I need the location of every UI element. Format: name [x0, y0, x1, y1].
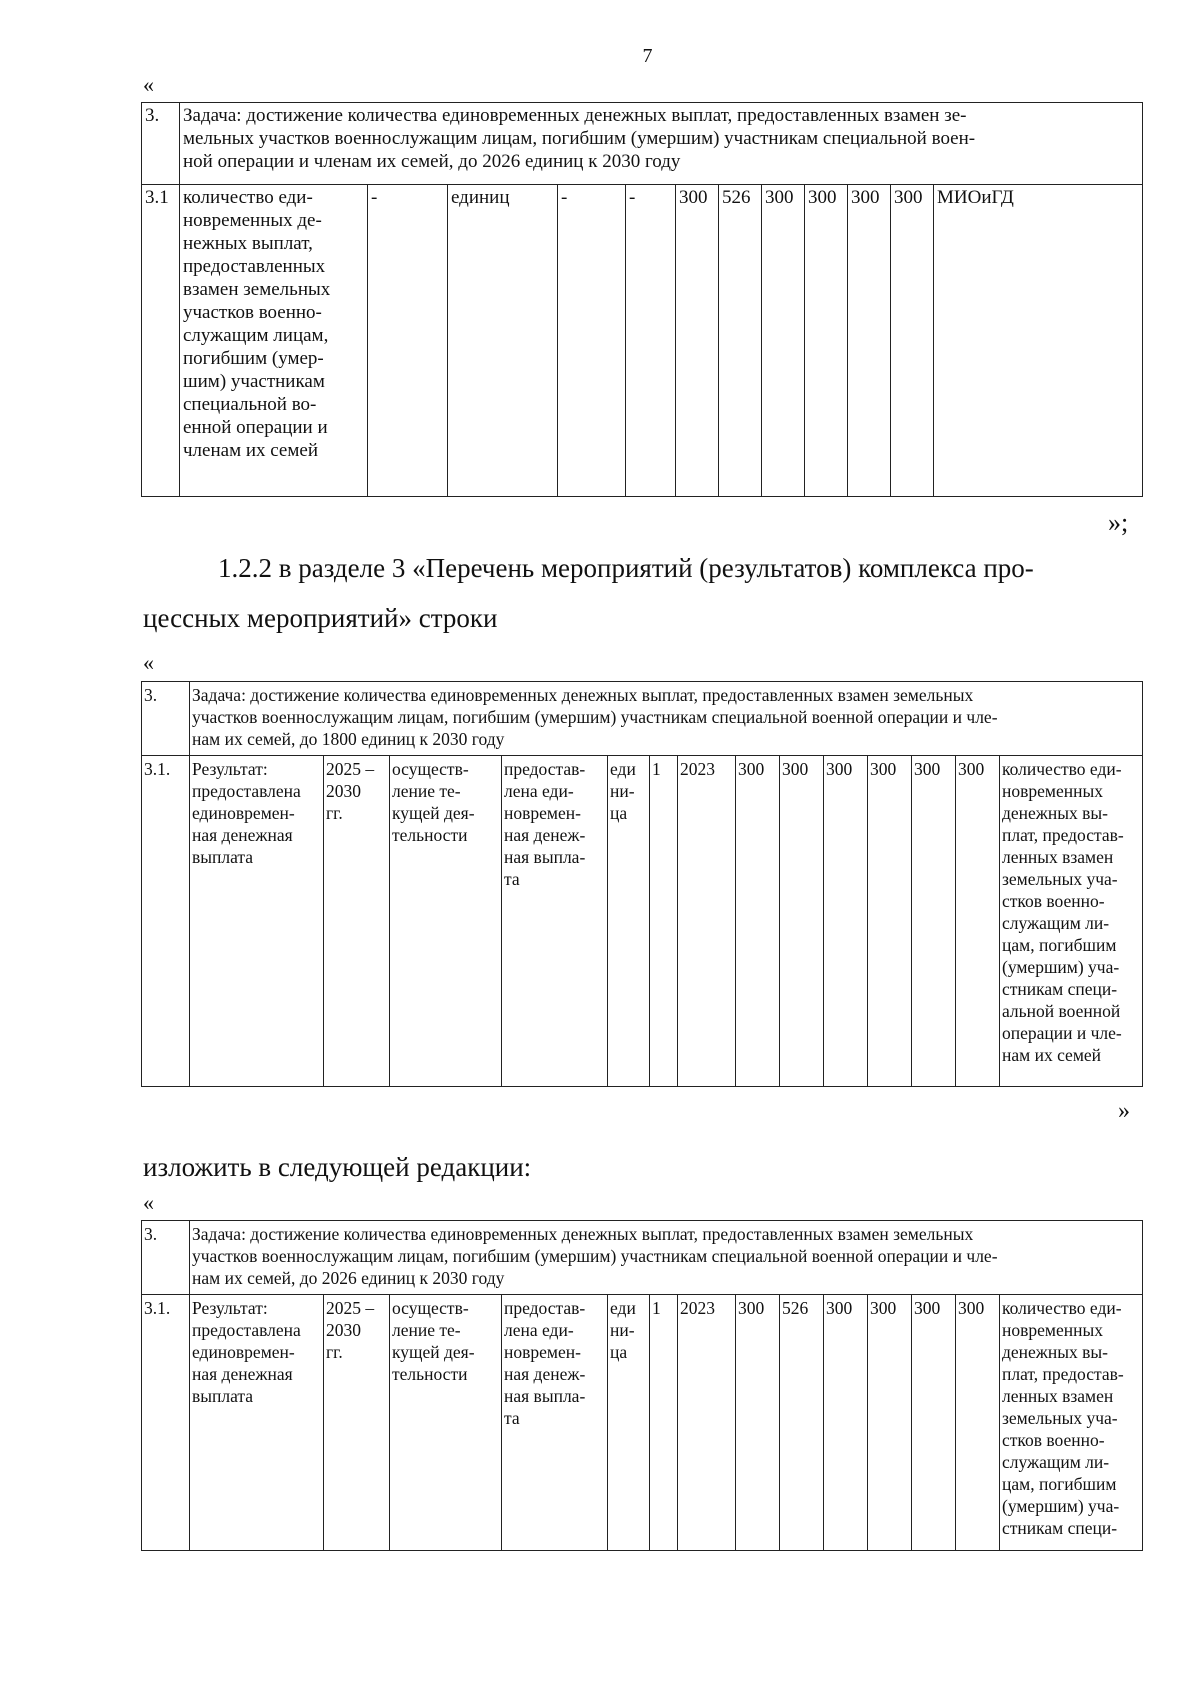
cell-value-2028: 300	[868, 756, 912, 1087]
task-number: 3.	[142, 103, 180, 185]
cell-base-value: 1	[650, 756, 678, 1087]
page-number: 7	[642, 45, 653, 67]
cell-value-2026: 526	[719, 185, 762, 497]
cell-base-value: -	[558, 185, 626, 497]
indicator-name: количество еди- новременных де- нежных выплат, предоставленных взамен земельных участков военно- служащим лицам, погибшим (умер- шим) участникам специальной во- енной операции и членам их семей	[180, 185, 368, 497]
row-number: 3.1.	[142, 756, 190, 1087]
cell-value-2030: 300	[956, 1295, 1000, 1551]
cell-characteristic: предостав- лена еди- новремен- ная денеж- ная выпла- та	[502, 756, 608, 1087]
cell-value-2027: 300	[824, 1295, 868, 1551]
cell-characteristic: предостав- лена еди- новремен- ная денеж- ная выпла- та	[502, 1295, 608, 1551]
cell-value-2025: 300	[736, 1295, 780, 1551]
cell-unit: еди ни- ца	[608, 1295, 650, 1551]
cell-base-year: 2023	[678, 756, 736, 1087]
cell-base-year: -	[626, 185, 676, 497]
cell-value-2026: 526	[780, 1295, 824, 1551]
close-quote: »;	[1108, 508, 1129, 537]
cell-value-2029: 300	[848, 185, 891, 497]
row-number: 3.1	[142, 185, 180, 497]
cell-value-2028: 300	[805, 185, 848, 497]
activities-table-new	[141, 1220, 1143, 1551]
paragraph-1-line-1: 1.2.2 в разделе 3 «Перечень мероприятий (результатов) комплекса про-	[218, 553, 1034, 583]
cell-linked-indicator: количество еди- новременных денежных вы- плат, предостав- ленных взамен земельных уча- стков военно- служащим ли- цам, погибшим (умершим) уча- стникам специ-	[1000, 1295, 1143, 1551]
cell-level: -	[368, 185, 448, 497]
task-text: Задача: достижение количества единовременных денежных выплат, предоставленных взамен земельных участков военнослужащим лицам, погибшим (умершим) участникам специальной военной операции и чле- нам их семей, до 1800 единиц к 2030 году	[190, 682, 1143, 756]
cell-value-2025: 300	[736, 756, 780, 1087]
cell-value-2029: 300	[912, 756, 956, 1087]
cell-value-2029: 300	[912, 1295, 956, 1551]
cell-value-2030: 300	[956, 756, 1000, 1087]
cell-base-year: 2023	[678, 1295, 736, 1551]
task-number: 3.	[142, 682, 190, 756]
close-quote: »	[1118, 1098, 1130, 1124]
result-name: Результат: предоставлена единовремен- ная денежная выплата	[190, 756, 324, 1087]
cell-responsible: МИОиГД	[934, 185, 1143, 497]
cell-linked-indicator: количество еди- новременных денежных вы- плат, предостав- ленных взамен земельных уча- стков военно- служащим ли- цам, погибшим (умершим) уча- стникам специ- альной военной операции и чле- нам их семей	[1000, 756, 1143, 1087]
task-text: Задача: достижение количества единовременных денежных выплат, предоставленных взамен земельных участков военнослужащим лицам, погибшим (умершим) участникам специальной военной операции и чле- нам их семей, до 2026 единиц к 2030 году	[190, 1221, 1143, 1295]
cell-activity-type: осуществ- ление те- кущей дея- тельности	[390, 756, 502, 1087]
cell-value-2028: 300	[868, 1295, 912, 1551]
task-text: Задача: достижение количества единовременных денежных выплат, предоставленных взамен зе- мельных участков военнослужащим лицам, погибшим (умершим) участникам специальной воен- ной операции и членам их семей, до 2026 единиц к 2030 году	[180, 103, 1143, 185]
cell-base-value: 1	[650, 1295, 678, 1551]
cell-value-2027: 300	[762, 185, 805, 497]
paragraph-1-line-2: цессных мероприятий» строки	[143, 603, 498, 633]
cell-value-2027: 300	[824, 756, 868, 1087]
cell-value-2026: 300	[780, 756, 824, 1087]
cell-period: 2025 – 2030 гг.	[324, 756, 390, 1087]
row-number: 3.1.	[142, 1295, 190, 1551]
cell-unit: еди ни- ца	[608, 756, 650, 1087]
activities-table-old	[141, 681, 1143, 1087]
cell-activity-type: осуществ- ление те- кущей дея- тельности	[390, 1295, 502, 1551]
cell-period: 2025 – 2030 гг.	[324, 1295, 390, 1551]
open-quote: «	[143, 1190, 154, 1215]
open-quote: «	[143, 72, 154, 97]
paragraph-2: изложить в следующей редакции:	[143, 1152, 532, 1182]
indicator-table	[141, 102, 1143, 497]
open-quote: «	[143, 650, 154, 675]
result-name: Результат: предоставлена единовремен- ная денежная выплата	[190, 1295, 324, 1551]
cell-value-2025: 300	[676, 185, 719, 497]
cell-value-2030: 300	[891, 185, 934, 497]
cell-unit: единиц	[448, 185, 558, 497]
task-number: 3.	[142, 1221, 190, 1295]
